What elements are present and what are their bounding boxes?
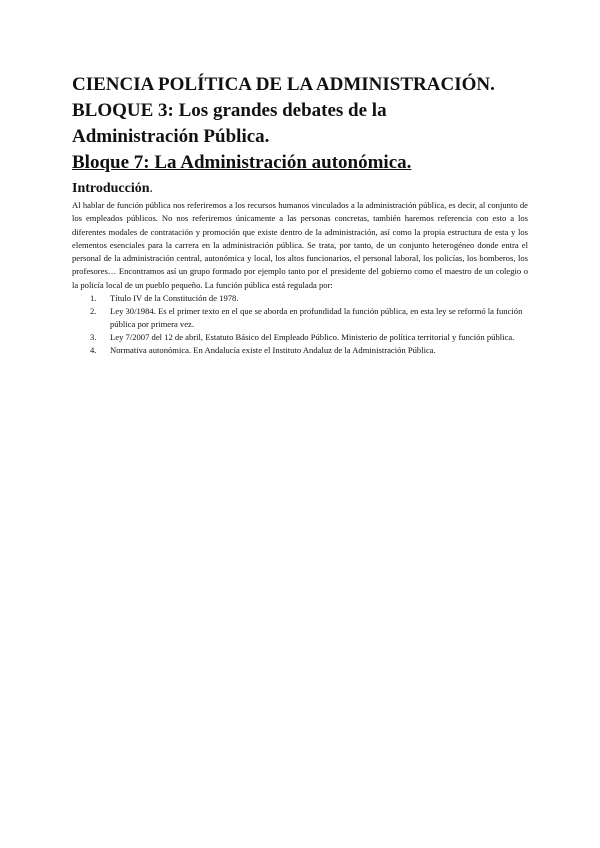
document-title-line-3: Administración Pública. [72, 126, 270, 147]
list-item-text: Normativa autonómica. En Andalucía existe el Instituto Andaluz de la Administración Pública. [110, 345, 436, 356]
list-item-text: Ley 30/1984. Es el primer texto en el que se aborda en profundidad la función pública, en esta ley se reformó la función pública por primera vez. [110, 306, 523, 330]
list-item-text: Ley 7/2007 del 12 de abril, Estatuto Básico del Empleado Público. Ministerio de política territorial y función pública. [110, 332, 515, 343]
list-item-number: 2. [90, 306, 97, 317]
document-title-line-2: BLOQUE 3: Los grandes debates de la [72, 100, 387, 121]
list-item-number: 4. [90, 345, 97, 356]
document-page [72, 72, 528, 357]
list-item-text: Título IV de la Constitución de 1978. [110, 293, 239, 304]
block-title: Bloque 7: La Administración autonómica. [72, 152, 412, 173]
document-title-line-1: CIENCIA POLÍTICA DE LA ADMINISTRACIÓN. [72, 74, 495, 95]
list-item [72, 292, 528, 305]
intro-paragraph: Al hablar de función pública nos referiremos a los recursos humanos vinculados a la administración pública, es decir, al conjunto de los empleados públicos. No nos referiremos únicamente a las personas concretas, también haremos referencia con esto a los diferentes modales de contratación y promoción que existe dentro de la administración, así como la propia estructura de esta y los elementos esenciales para la carrera en la administración pública. Se trata, por tanto, de un conjunto heterogéneo donde entra el personal de la administración central, autonómica y local, los altos funcionarios, el personal laboral, los policías, los bomberos, los profesores… Encontramos así un grupo formado por ejemplo tanto por el presidente del gobierno como el maestro de un colegio o la policía local de un pueblo pequeño. La función pública está regulada por: [72, 200, 528, 290]
list-item [72, 344, 528, 357]
list-item [72, 331, 528, 344]
section-heading [72, 180, 528, 198]
regulation-list [72, 292, 528, 357]
list-item [72, 305, 528, 331]
list-item-number: 1. [90, 293, 97, 304]
section-heading-text: Introducción [72, 181, 150, 196]
list-item-number: 3. [90, 332, 97, 343]
section-heading-period: . [149, 181, 154, 196]
